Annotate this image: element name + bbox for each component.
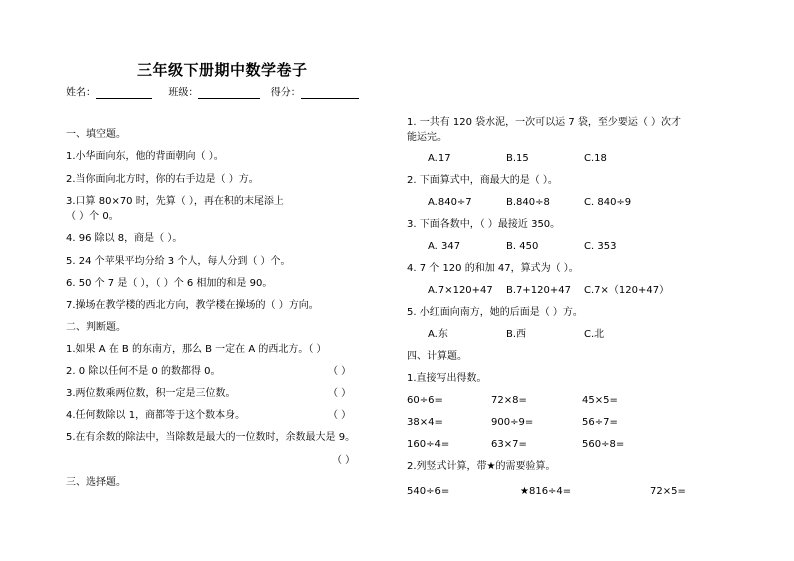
judge-question-3: 3.两位数乘两位数，积一定是三位数。 — [66, 388, 236, 399]
choice-4-option-b: B.7+120+47 — [506, 285, 571, 296]
choice-3-option-a: A. 347 — [428, 241, 461, 252]
calc-sub1-heading: 1.直接写出得数。 — [407, 373, 487, 384]
calc-item: 72×8= — [491, 395, 527, 406]
fill-question-2: 2.当你面向北方时，你的右手边是（ ）方。 — [66, 174, 259, 185]
fill-question-3: 3.口算 80×70 时，先算（ ），再在积的末尾添上 — [66, 196, 284, 207]
vertical-calc-item: ★816÷4= — [520, 486, 572, 497]
choice-2-option-b: B.840÷8 — [506, 197, 550, 208]
judge-question-5-paren: （ ） — [332, 455, 356, 466]
choice-2-option-c: C. 840÷9 — [584, 197, 632, 208]
fill-question-7: 7.操场在教学楼的西北方向，教学楼在操场的（ ）方向。 — [66, 300, 319, 311]
score-label: 得分： — [270, 87, 301, 99]
choice-4-option-a: A.7×120+47 — [428, 285, 493, 296]
choice-1-option-a: A.17 — [428, 153, 451, 164]
choice-question-2: 2. 下面算式中，商最大的是（ ）。 — [407, 175, 558, 186]
page-title: 三年级下册期中数学卷子 — [137, 61, 308, 79]
fill-question-1: 1.小华面向东，他的背面朝向（ ）。 — [66, 151, 224, 162]
section2-heading: 二、判断题。 — [66, 322, 126, 333]
judge-question-4-paren: （ ） — [328, 410, 352, 421]
judge-question-1: 1.如果 A 在 B 的东南方，那么 B 一定在 A 的西北方。（ ） — [66, 344, 327, 355]
judge-question-4: 4.任何数除以 1，商都等于这个数本身。 — [66, 410, 246, 421]
fill-question-6: 6. 50 个 7 是（ ），（ ）个 6 相加的和是 90。 — [66, 278, 273, 289]
vertical-calc-item: 540÷6= — [407, 486, 450, 497]
fill-question-3-cont: （ ）个 0。 — [66, 211, 119, 222]
choice-2-option-a: A.840÷7 — [428, 197, 472, 208]
calc-item: 38×4= — [407, 417, 443, 428]
calc-item: 60÷6= — [407, 395, 443, 406]
section3-heading: 三、选择题。 — [66, 477, 126, 488]
name-label: 姓名： — [66, 87, 96, 99]
class-label: 班级： — [168, 87, 199, 99]
choice-3-option-b: B. 450 — [506, 241, 539, 252]
choice-1-option-c: C.18 — [584, 153, 607, 164]
judge-question-2-paren: （ ） — [328, 366, 352, 377]
choice-1-option-b: B.15 — [506, 153, 529, 164]
section4-heading: 四、计算题。 — [407, 351, 467, 362]
calc-item: 56÷7= — [582, 417, 618, 428]
calc-item: 560÷8= — [582, 439, 625, 450]
choice-5-option-c: C.北 — [584, 329, 605, 340]
choice-question-4: 4. 7 个 120 的和加 47，算式为（ ）。 — [407, 263, 579, 274]
calc-item: 160÷4= — [407, 439, 450, 450]
student-info-row — [66, 87, 359, 99]
judge-question-5: 5.在有余数的除法中，当除数是最大的一位数时，余数最大是 9。 — [66, 432, 356, 443]
choice-4-option-c: C.7×（120+47） — [584, 285, 670, 296]
choice-3-option-c: C. 353 — [584, 241, 617, 252]
calc-item: 900÷9= — [491, 417, 534, 428]
class-field[interactable] — [198, 87, 260, 99]
calc-sub2-heading: 2.列竖式计算，带★的需要验算。 — [407, 461, 556, 472]
calc-item: 45×5= — [582, 395, 618, 406]
name-field[interactable] — [96, 87, 152, 99]
judge-question-3-paren: （ ） — [328, 388, 352, 399]
score-field[interactable] — [301, 87, 359, 99]
calc-item: 63×7= — [491, 439, 527, 450]
choice-question-1-cont: 能运完。 — [407, 132, 447, 143]
choice-5-option-a: A.东 — [428, 329, 448, 340]
choice-question-1: 1. 一共有 120 袋水泥，一次可以运 7 袋，至少要运（ ）次才 — [407, 117, 682, 128]
choice-question-5: 5. 小红面向南方，她的后面是（ ）方。 — [407, 307, 583, 318]
fill-question-4: 4. 96 除以 8，商是（ ）。 — [66, 233, 183, 244]
section1-heading: 一、填空题。 — [66, 129, 126, 140]
choice-question-3: 3. 下面各数中，（ ）最接近 350。 — [407, 219, 561, 230]
fill-question-5: 5. 24 个苹果平均分给 3 个人，每人分到（ ）个。 — [66, 256, 291, 267]
choice-5-option-b: B.西 — [506, 329, 527, 340]
vertical-calc-item: 72×5= — [650, 486, 686, 497]
judge-question-2: 2. 0 除以任何不是 0 的数都得 0。 — [66, 366, 221, 377]
